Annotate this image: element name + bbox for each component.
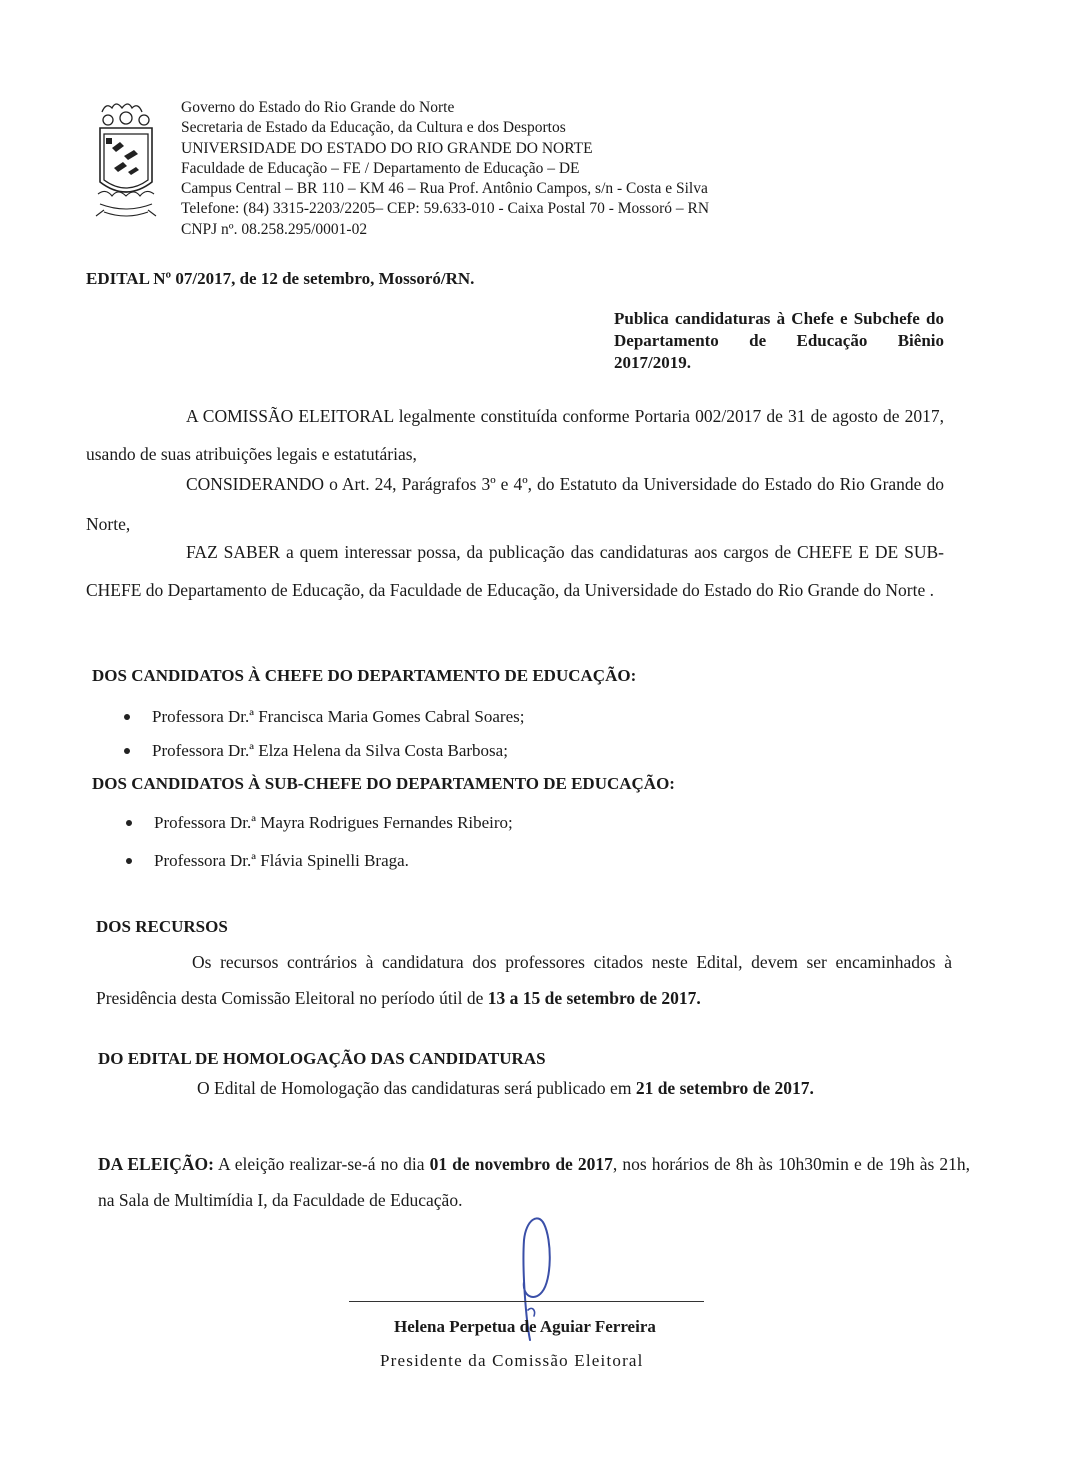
paragraph-recursos	[96, 944, 952, 1016]
paragraph-commission: A COMISSÃO ELEITORAL legalmente constituída conforme Portaria 002/2017 de 31 de agosto de 2017, usando de suas atribuições legais e estatutárias,	[86, 406, 944, 464]
bullet-icon	[124, 748, 130, 754]
paragraph-eleicao	[98, 1146, 970, 1218]
heading-subchefe-candidates: DOS CANDIDATOS À SUB-CHEFE DO DEPARTAMENTO DE EDUCAÇÃO:	[92, 774, 675, 793]
candidate-name: Professora Dr.ª Flávia Spinelli Braga.	[154, 851, 409, 870]
heading-recursos: DOS RECURSOS	[96, 917, 228, 936]
header-line-secretariat: Secretaria de Estado da Educação, da Cultura e dos Desportos	[181, 119, 566, 137]
eleicao-text-after: , nos horários de 8h às 10h30min e de 19h às 21h, na Sala de Multimídia I, da Faculdade de Educação.	[98, 1154, 971, 1210]
subchefe-candidate-list	[126, 804, 513, 880]
chefe-candidate-list	[124, 700, 524, 768]
bullet-icon	[126, 858, 132, 864]
list-item	[124, 700, 524, 734]
eleicao-date: 01 de novembro de 2017	[429, 1154, 613, 1174]
candidate-name: Professora Dr.ª Mayra Rodrigues Fernandes Ribeiro;	[154, 813, 513, 832]
paragraph-considerando: CONSIDERANDO o Art. 24, Parágrafos 3º e 4º, do Estatuto da Universidade do Estado do Rio Grande do Norte,	[86, 474, 944, 534]
eleicao-text-before: A eleição realizar-se-á no dia	[213, 1154, 430, 1174]
homologacao-date: 21 de setembro de 2017.	[635, 1078, 814, 1098]
candidate-name: Professora Dr.ª Elza Helena da Silva Costa Barbosa;	[152, 741, 508, 760]
edital-ementa: Publica candidaturas à Chefe e Subchefe do Departamento de Educação Biênio 2017/2019.	[614, 309, 944, 372]
heading-chefe-candidates: DOS CANDIDATOS À CHEFE DO DEPARTAMENTO DE EDUCAÇÃO:	[92, 666, 637, 685]
institution-header	[181, 98, 709, 240]
candidate-name: Professora Dr.ª Francisca Maria Gomes Cabral Soares;	[152, 707, 525, 726]
header-line-address: Campus Central – BR 110 – KM 46 – Rua Prof. Antônio Campos, s/n - Costa e Silva	[181, 180, 708, 198]
bullet-icon	[124, 714, 130, 720]
list-item	[126, 804, 513, 842]
signatory-name: Helena Perpetua de Aguiar Ferreira	[394, 1317, 656, 1336]
bullet-icon	[126, 820, 132, 826]
header-line-faculty: Faculdade de Educação – FE / Departamento de Educação – DE	[181, 159, 580, 177]
paragraph-homologacao	[197, 1078, 814, 1099]
university-crest-logo	[94, 98, 158, 222]
homologacao-text: O Edital de Homologação das candidaturas será publicado em	[197, 1078, 636, 1098]
signatory-role: Presidente da Comissão Eleitoral	[380, 1351, 644, 1370]
recursos-dates: 13 a 15 de setembro de 2017.	[487, 988, 701, 1008]
edital-title: EDITAL Nº 07/2017, de 12 de setembro, Mossoró/RN.	[86, 269, 475, 288]
header-line-government: Governo do Estado do Rio Grande do Norte	[181, 99, 455, 116]
heading-homologacao: DO EDITAL DE HOMOLOGAÇÃO DAS CANDIDATURAS	[98, 1049, 546, 1068]
list-item	[126, 842, 513, 880]
list-item	[124, 734, 524, 768]
signature-line	[349, 1301, 704, 1302]
header-line-cnpj: CNPJ nº. 08.258.295/0001-02	[181, 220, 368, 238]
paragraph-faz-saber: FAZ SABER a quem interessar possa, da publicação das candidaturas aos cargos de CHEFE E DE SUB-CHEFE do Departamento de Educação, da Faculdade de Educação, da Universidade do Estado do Rio Grande do Norte .	[86, 542, 944, 600]
recursos-text: Os recursos contrários à candidatura dos professores citados neste Edital, devem ser encaminhados à Presidência desta Comissão Eleitoral no período útil de	[96, 952, 952, 1008]
header-line-university: UNIVERSIDADE DO ESTADO DO RIO GRANDE DO NORTE	[181, 139, 593, 157]
heading-eleicao: DA ELEIÇÃO:	[98, 1154, 214, 1174]
header-line-phone: Telefone: (84) 3315-2203/2205– CEP: 59.633-010 - Caixa Postal 70 - Mossoró – RN	[181, 200, 710, 218]
